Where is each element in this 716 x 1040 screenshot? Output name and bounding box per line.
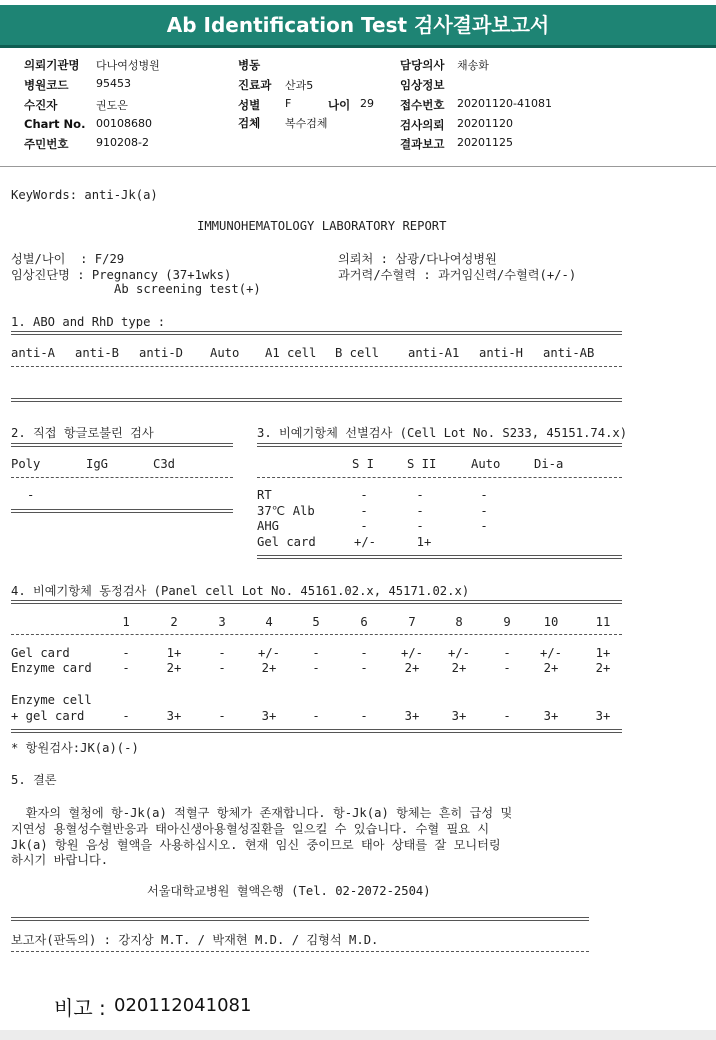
screen-cell: - (416, 488, 424, 502)
clinical-diagnosis: 임상진단명 : Pregnancy (37+1wks) (11, 268, 232, 282)
value-institution: 다나여성병원 (96, 59, 160, 72)
reporter: 보고자(판독의) : 강지상 M.T. / 박재현 M.D. / 김형석 M.D. (11, 933, 379, 947)
value-hospital-code: 95453 (96, 77, 131, 90)
label-report-date: 결과보고 (400, 137, 445, 151)
abo-header-anti-h: anti-H (479, 346, 524, 360)
divider (11, 443, 233, 447)
panel-cell: - (503, 709, 511, 723)
dat-header-igg: IgG (86, 457, 109, 471)
panel-cell: 1+ (595, 646, 611, 660)
value-patient: 권도은 (96, 99, 128, 112)
divider (257, 555, 622, 559)
label-department: 진료과 (238, 78, 272, 92)
panel-col-header: 11 (595, 615, 611, 629)
panel-cell: - (122, 709, 130, 723)
abo-header-anti-d: anti-D (139, 346, 184, 360)
section2-title: 2. 직접 항글로불린 검사 (11, 426, 154, 440)
value-report-date: 20201125 (457, 136, 513, 149)
panel-row-label: + gel card (11, 709, 85, 723)
screen-cell: - (480, 488, 488, 502)
panel-cell: - (122, 661, 130, 675)
footer-strip (0, 1030, 716, 1040)
abo-header-a1-cell: A1 cell (265, 346, 317, 360)
label-hospital-code: 병원코드 (24, 78, 69, 92)
panel-col-header: 3 (218, 615, 226, 629)
screen-cell: - (416, 504, 424, 518)
sex-age: 성별/나이 : F/29 (11, 252, 125, 266)
panel-cell: 3+ (261, 709, 277, 723)
value-age: 29 (360, 97, 374, 110)
divider (257, 477, 622, 478)
dat-header-poly: Poly (11, 457, 41, 471)
conclusion-line: 환자의 혈청에 항-Jk(a) 적혈구 항체가 존재합니다. 항-Jk(a) 항체는 흔히 급성 및 (11, 806, 513, 820)
value-chart-no: 00108680 (96, 117, 152, 130)
abo-header-anti-b: anti-B (75, 346, 120, 360)
panel-row-label: Gel card (11, 646, 70, 660)
panel-col-header: 4 (265, 615, 273, 629)
panel-col-header: 6 (360, 615, 368, 629)
screen-cell: - (360, 519, 368, 533)
report-body (0, 166, 716, 1030)
panel-cell: - (360, 661, 368, 675)
screen-header-s2: S II (407, 457, 437, 471)
screen-cell: +/- (353, 535, 376, 549)
value-sex: F (285, 97, 292, 110)
screen-cell: 1+ (416, 535, 432, 549)
blood-bank-contact: 서울대학교병원 혈액은행 (Tel. 02-2072-2504) (147, 884, 431, 898)
value-specimen: 복수검체 (285, 117, 328, 130)
referral: 의뢰처 : 삼광/다나여성병원 (338, 252, 497, 266)
abo-header-anti-a1: anti-A1 (408, 346, 460, 360)
remark-label: 비고 : (54, 996, 106, 1020)
panel-cell: 3+ (404, 709, 420, 723)
conclusion-line: 하시기 바랍니다. (11, 853, 109, 867)
dat-value-poly: - (27, 488, 35, 502)
panel-cell: 2+ (543, 661, 559, 675)
panel-cell: 2+ (451, 661, 467, 675)
screen-cell: - (360, 504, 368, 518)
panel-cell: 2+ (261, 661, 277, 675)
screen-row-label: 37℃ Alb (257, 504, 315, 518)
panel-cell: - (122, 646, 130, 660)
panel-row-label: Enzyme card (11, 661, 92, 675)
panel-cell: - (218, 646, 226, 660)
screen-row-label: RT (257, 488, 272, 502)
panel-col-header: 7 (408, 615, 416, 629)
divider (11, 398, 622, 402)
screen-cell: - (416, 519, 424, 533)
panel-cell: +/- (539, 646, 562, 660)
label-ward: 병동 (238, 58, 261, 72)
panel-cell: 2+ (166, 661, 182, 675)
panel-cell: 2+ (404, 661, 420, 675)
header-info (0, 48, 716, 167)
screen-row-label: AHG (257, 519, 280, 533)
divider (11, 634, 622, 635)
divider (11, 331, 622, 335)
value-doctor: 채송화 (457, 59, 489, 72)
panel-cell: - (360, 646, 368, 660)
label-institution: 의뢰기관명 (24, 58, 80, 72)
abo-header-anti-a: anti-A (11, 346, 56, 360)
panel-col-header: 2 (170, 615, 178, 629)
panel-col-header: 8 (455, 615, 463, 629)
panel-cell: 2+ (595, 661, 611, 675)
screen-header-s1: S I (352, 457, 375, 471)
label-age: 나이 (328, 98, 351, 112)
section1-title: 1. ABO and RhD type : (11, 315, 166, 329)
remark-value: 020112041081 (114, 995, 252, 1016)
divider (11, 729, 622, 733)
panel-cell: +/- (400, 646, 423, 660)
value-accession-no: 20201120-41081 (457, 97, 552, 110)
panel-col-header: 10 (543, 615, 559, 629)
panel-cell: 3+ (451, 709, 467, 723)
panel-col-header: 1 (122, 615, 130, 629)
divider (257, 443, 622, 447)
lab-report-title: IMMUNOHEMATOLOGY LABORATORY REPORT (197, 219, 447, 233)
section3-title: 3. 비예기항체 선별검사 (Cell Lot No. S233, 45151.74.x) (257, 426, 628, 440)
label-resident-no: 주민번호 (24, 137, 69, 151)
title-bar (0, 5, 716, 48)
label-patient: 수진자 (24, 98, 58, 112)
value-request-date: 20201120 (457, 117, 513, 130)
label-specimen: 검체 (238, 116, 261, 130)
divider (11, 509, 233, 513)
abo-header-auto: Auto (210, 346, 240, 360)
panel-cell: - (503, 646, 511, 660)
panel-col-header: 9 (503, 615, 511, 629)
conclusion-line: 지연성 용혈성수혈반응과 태아신생아용혈성질환을 일으킬 수 있습니다. 수혈 필요 시 (11, 822, 490, 836)
divider (11, 951, 589, 952)
divider (11, 477, 233, 478)
label-sex: 성별 (238, 98, 261, 112)
report-title: Ab Identification Test 검사결과보고서 (166, 13, 550, 37)
antigen-note: * 항원검사:JK(a)(-) (11, 741, 139, 755)
panel-cell: - (312, 661, 320, 675)
screen-header-di-a: Di-a (534, 457, 564, 471)
divider (11, 600, 622, 604)
section5-title: 5. 결론 (11, 773, 57, 787)
screen-cell: - (480, 519, 488, 533)
section4-title: 4. 비예기항체 동정검사 (Panel cell Lot No. 45161.02.x, 45171.02.x) (11, 584, 470, 598)
dat-header-c3d: C3d (153, 457, 176, 471)
panel-cell: 3+ (543, 709, 559, 723)
abo-header-anti-ab: anti-AB (543, 346, 595, 360)
label-clinical-info: 임상정보 (400, 78, 445, 92)
divider (11, 366, 622, 367)
panel-cell: +/- (447, 646, 470, 660)
clinical-diagnosis-2: Ab screening test(+) (114, 282, 261, 296)
panel-cell: - (503, 661, 511, 675)
label-accession-no: 접수번호 (400, 98, 445, 112)
panel-cell: - (218, 661, 226, 675)
divider (11, 917, 589, 921)
screen-header-auto: Auto (471, 457, 501, 471)
label-chart-no: Chart No. (24, 117, 86, 131)
panel-cell: 1+ (166, 646, 182, 660)
screen-cell: - (480, 504, 488, 518)
panel-cell: 3+ (166, 709, 182, 723)
label-doctor: 담당의사 (400, 58, 445, 72)
screen-row-label: Gel card (257, 535, 316, 549)
value-department: 산과5 (285, 79, 314, 92)
label-request-date: 검사의뢰 (400, 118, 445, 132)
value-resident-no: 910208-2 (96, 136, 149, 149)
conclusion-line: Jk(a) 항원 음성 혈액을 사용하십시오. 현재 임신 중이므로 태아 상태를 잘 모니터링 (11, 838, 501, 852)
panel-row-label: Enzyme cell (11, 693, 92, 707)
history: 과거력/수혈력 : 과거임신력/수혈력(+/-) (338, 268, 577, 282)
panel-cell: +/- (257, 646, 280, 660)
panel-cell: 3+ (595, 709, 611, 723)
screen-cell: - (360, 488, 368, 502)
panel-cell: - (360, 709, 368, 723)
keywords: KeyWords: anti-Jk(a) (11, 188, 158, 202)
panel-cell: - (218, 709, 226, 723)
panel-cell: - (312, 709, 320, 723)
panel-col-header: 5 (312, 615, 320, 629)
abo-header-b-cell: B cell (335, 346, 380, 360)
panel-cell: - (312, 646, 320, 660)
